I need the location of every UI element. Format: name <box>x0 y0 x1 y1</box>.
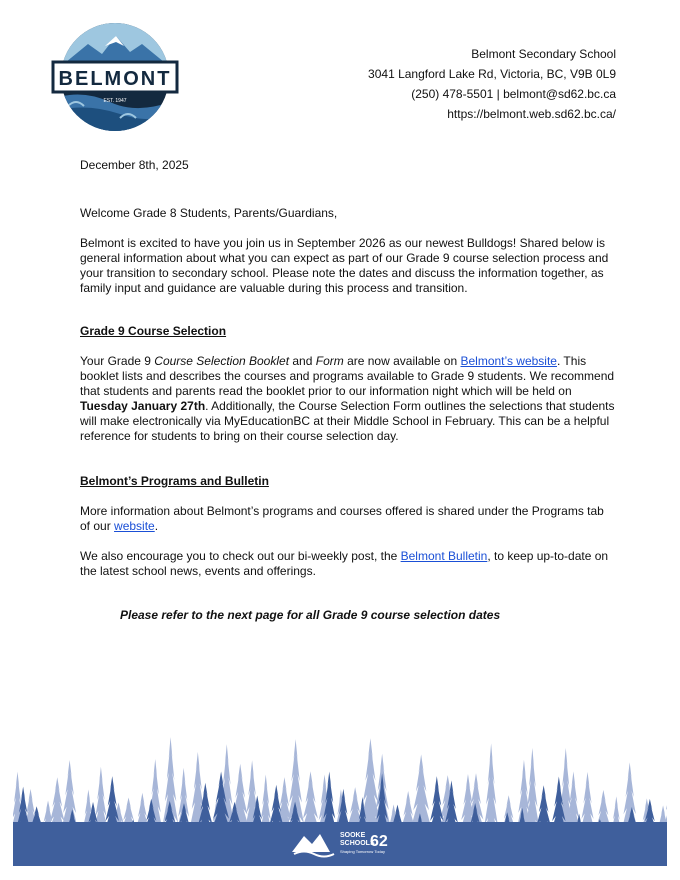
course-selection-paragraph: Your Grade 9 Course Selection Booklet and Form are now available on Belmont’s website. This booklet lists and describes the courses and programs available to Grade 9 students. We recommend that students and parents read the booklet prior to our information night which will be held on Tuesday January 27th. Additionally, the Course Selection Form outlines the selections that students will make electronically via MyEducationBC at their Middle School in February. This can be a helpful reference for students to bring on their course selection day. <box>80 354 615 443</box>
bulletin-paragraph: We also encourage you to check out our bi-weekly post, the Belmont Bulletin, to keep up-to-date on the latest school news, events and offerings. <box>80 549 609 578</box>
sooke-schools-logo <box>290 826 400 858</box>
school-url: https://belmont.web.sd62.bc.ca/ <box>447 107 616 121</box>
letter-date: December 8th, 2025 <box>80 158 189 172</box>
footer-number: 62 <box>370 833 388 850</box>
website-link[interactable]: website <box>114 519 155 533</box>
logo-wordmark: BELMONT <box>58 68 172 90</box>
school-address-block <box>368 44 616 124</box>
programs-bulletin-heading: Belmont’s Programs and Bulletin <box>80 474 269 488</box>
belmont-logo <box>50 22 180 132</box>
footer-schools: SCHOOLS <box>340 840 375 847</box>
belmont-website-link[interactable]: Belmont’s website <box>460 354 557 368</box>
school-street: 3041 Langford Lake Rd, Victoria, BC, V9B 0L9 <box>368 67 616 81</box>
intro-paragraph: Belmont is excited to have you join us in September 2026 as our newest Bulldogs! Shared below is general information about what you can expect as part of our Grade 9 course selection process and your transition to secondary school. Please note the dates and discuss the information together, as family input and guidance are valuable during this process and transition. <box>80 236 609 295</box>
school-name: Belmont Secondary School <box>471 47 616 61</box>
letter-greeting: Welcome Grade 8 Students, Parents/Guardians, <box>80 206 338 220</box>
course-selection-heading: Grade 9 Course Selection <box>80 324 227 338</box>
footer-sooke: SOOKE <box>340 832 366 839</box>
next-page-note: Please refer to the next page for all Grade 9 course selection dates <box>120 608 501 622</box>
programs-paragraph: More information about Belmont’s programs and courses offered is shared under the Programs tab of our website. <box>80 504 604 533</box>
school-contact: (250) 478-5501 | belmont@sd62.bc.ca <box>411 87 616 101</box>
belmont-bulletin-link[interactable]: Belmont Bulletin <box>400 549 488 563</box>
footer-tagline: Shaping Tomorrow Today <box>340 849 385 854</box>
info-night-date: Tuesday January 27th <box>80 399 206 413</box>
logo-established: EST. 1947 <box>103 98 127 104</box>
